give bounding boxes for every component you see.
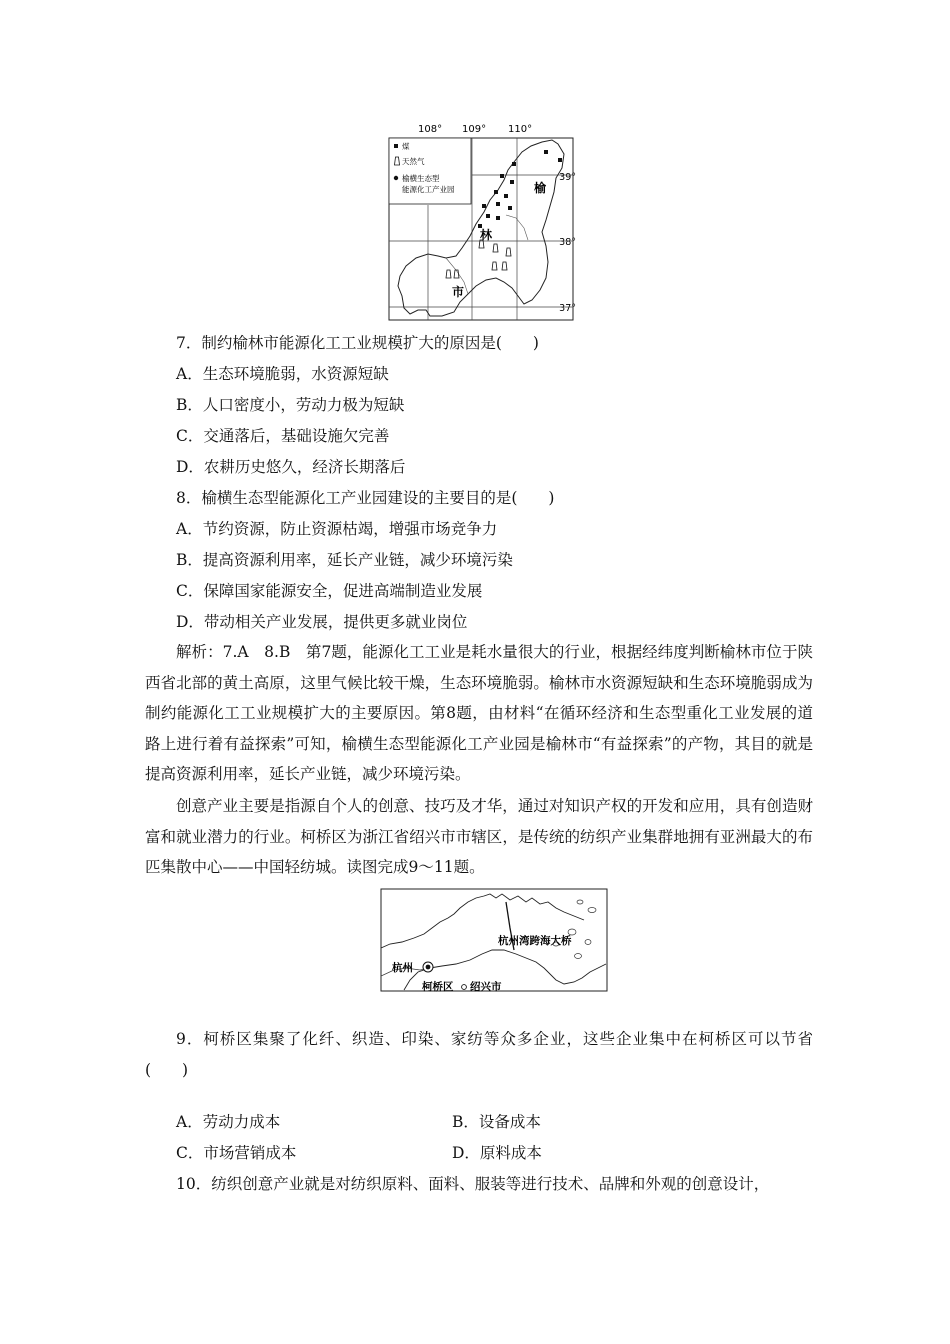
q7-stem: 7．制约榆林市能源化工工业规模扩大的原因是( ) (176, 334, 539, 352)
q9-option-c: C．市场营销成本 (176, 1144, 297, 1162)
q7-option-b: B．人口密度小，劳动力极为短缺 (176, 396, 405, 414)
q8-stem: 8．榆横生态型能源化工产业园建设的主要目的是( ) (176, 489, 555, 507)
city-char-shi: 市 (452, 285, 465, 299)
city-char-yu: 榆 (534, 181, 547, 195)
keqiao-label: 柯桥区 (422, 981, 454, 992)
city-char-lin: 林 (480, 228, 493, 242)
lat-label-38: 38° (559, 237, 576, 248)
park-legend-icon (394, 176, 398, 180)
q8-option-d: D．带动相关产业发展，提供更多就业岗位 (176, 613, 468, 631)
q7-option-c: C．交通落后，基础设施欠完善 (176, 427, 390, 445)
coal-legend-icon (394, 144, 398, 148)
q9-option-b: B．设备成本 (452, 1113, 541, 1131)
q10-stem: 10．纺织创意产业就是对纺织原料、面料、服装等进行技术、品牌和外观的创意设计， (176, 1175, 770, 1193)
lat-label-37: 37° (559, 303, 576, 314)
q9-option-a: A．劳动力成本 (176, 1113, 281, 1131)
shaoxing-label: 绍兴市 (470, 981, 502, 992)
q9-stem: 9．柯桥区集聚了化纤、织造、印染、家纺等众多企业，这些企业集中在柯桥区可以节省( ) (145, 1030, 813, 1079)
hangzhou-label: 杭州 (392, 962, 413, 974)
yulin-map (386, 120, 582, 326)
lon-label-110: 110° (508, 124, 533, 135)
legend-gas: 天然气 (402, 157, 425, 166)
lat-label-39: 39° (559, 172, 576, 183)
shaoxing-marker (462, 985, 467, 990)
intro-paragraph: 创意产业主要是指源自个人的创意、技巧及才华，通过对知识产权的开发和应用，具有创造财富和就业潜力的行业。柯桥区为浙江省绍兴市市辖区，是传统的纺织产业集群地拥有亚洲最大的布匹集散中心——中国轻纺城。读图完成9～11题。 (145, 797, 813, 876)
legend-coal: 煤 (402, 142, 410, 151)
hangzhou-bay-map (380, 888, 608, 992)
lon-label-109: 109° (462, 124, 487, 135)
gas-markers (446, 240, 511, 278)
coal-markers (478, 150, 562, 228)
q8-option-c: C．保障国家能源安全，促进高端制造业发展 (176, 582, 483, 600)
lon-label-108: 108° (418, 124, 443, 135)
legend-park-1: 榆横生态型 (402, 174, 440, 183)
legend-park-2: 能源化工产业园 (402, 185, 455, 194)
q7-option-a: A．生态环境脆弱，水资源短缺 (176, 365, 389, 383)
bridge-label: 杭州湾跨海大桥 (498, 935, 572, 947)
q8-option-b: B．提高资源利用率，延长产业链，减少环境污染 (176, 551, 513, 569)
q8-option-a: A．节约资源，防止资源枯竭，增强市场竞争力 (176, 520, 498, 538)
q9-option-d: D．原料成本 (452, 1144, 542, 1162)
analysis-paragraph: 解析：7.A 8.B 第7题，能源化工工业是耗水量很大的行业，根据经纬度判断榆林市位于陕西省北部的黄土高原，这里气候比较干燥，生态环境脆弱。榆林市水资源短缺和生态环境脆弱成为制约能源化工工业规模扩大的主要原因。第8题，由材料“在循环经济和生态型重化工业发展的道路上进行着有益探索”可知，榆横生态型能源化工产业园是榆林市“有益探索”的产物，其目的就是提高资源利用率，延长产业链，减少环境污染。 (145, 643, 813, 783)
q7-option-d: D．农耕历史悠久，经济长期落后 (176, 458, 406, 476)
